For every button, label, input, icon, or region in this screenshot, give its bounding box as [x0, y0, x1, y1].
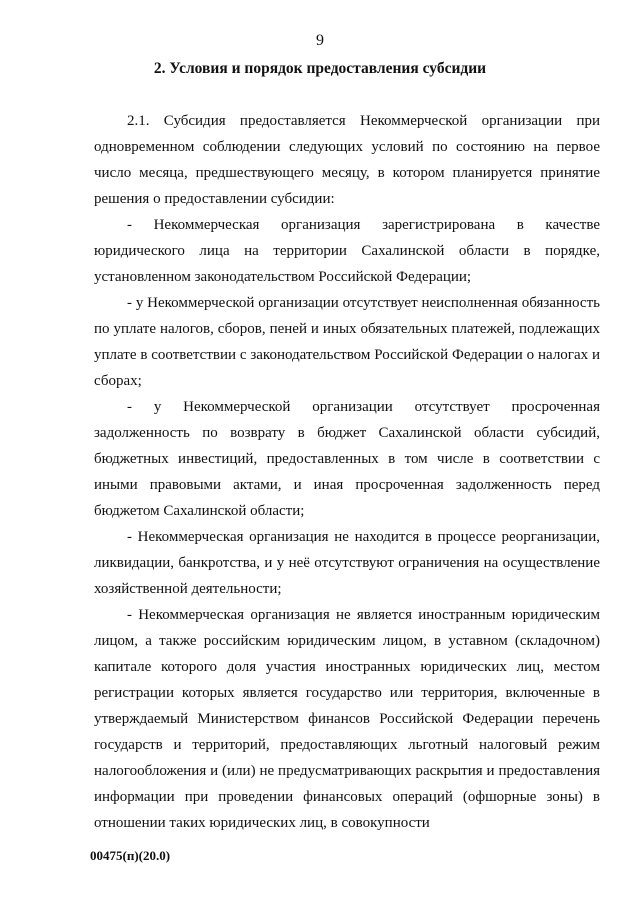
paragraph-registration-condition: - Некоммерческая организация зарегистрирована в качестве юридического лица на территории Сахалинской области в порядке, установленном законодательством Российской Федерации; — [94, 217, 600, 285]
document-code: 00475(п)(20.0) — [90, 848, 171, 863]
paragraph-reorganization-condition: - Некоммерческая организация не находится в процессе реорганизации, ликвидации, банкротства, и у неё отсутствуют ограничения на осуществление хозяйственной деятельности; — [94, 529, 600, 597]
paragraph-foreign-entity-condition: - Некоммерческая организация не является иностранным юридическим лицом, а также российским юридическим лицом, в уставном (складочном) капитале которого доля участия иностранных юридических лиц, местом регистрации которых является государство или территория, включенные в утверждаемый Министерством финансов Российской Федерации перечень государств и территорий, предоставляющих льготный налоговый режим налогообложения и (или) не предусматривающих раскрытия и предоставления информации при проведении финансовых операций (офшорные зоны) в отношении таких юридических лиц, в совокупности — [94, 607, 600, 831]
document-body — [94, 108, 600, 836]
paragraph-subsidy-conditions: 2.1. Субсидия предоставляется Некоммерческой организации при одновременном соблюдении следующих условий по состоянию на первое число месяца, предшествующего месяцу, в котором планируется принятие решения о предоставлении субсидии: — [94, 113, 600, 207]
paragraph-tax-obligation-condition: - у Некоммерческой организации отсутствует неисполненная обязанность по уплате налогов, сборов, пеней и иных обязательных платежей, подлежащих уплате в соответствии с законодательством Российской Федерации о налогах и сборах; — [94, 295, 600, 389]
paragraph-overdue-debt-condition: - у Некоммерческой организации отсутствует просроченная задолженность по возврату в бюджет Сахалинской области субсидий, бюджетных инвестиций, предоставленных в том числе в соответствии с иными правовыми актами, и иная просроченная задолженность перед бюджетом Сахалинской области; — [94, 399, 600, 519]
page-number: 9 — [316, 32, 324, 49]
section-title: 2. Условия и порядок предоставления субсидии — [153, 60, 487, 77]
